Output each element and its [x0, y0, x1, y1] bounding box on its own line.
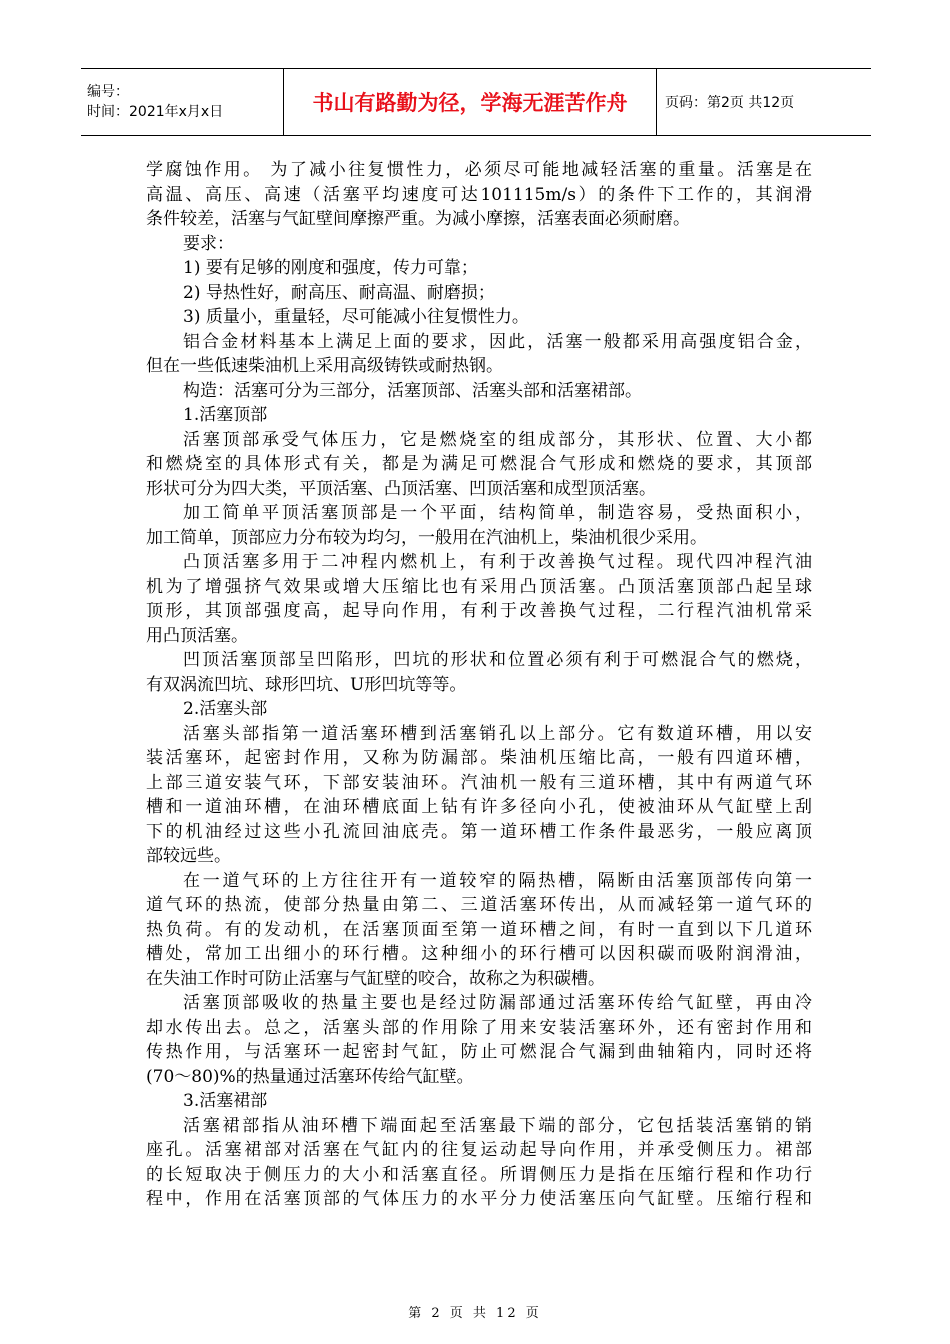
body-text-line: 1.活塞顶部 [183, 405, 268, 425]
page-header [81, 68, 871, 136]
body-text-line: (70～80)%的热量通过活塞环传给气缸壁。 [146, 1066, 474, 1087]
body-text-line: 条件较差，活塞与气缸壁间摩擦严重。为减小摩擦，活塞表面必须耐磨。 [146, 209, 690, 229]
body-text-line: 却水传出去。总之，活塞头部的作用除了用来安装活塞环外，还有密封作用和 [146, 1017, 812, 1038]
body-text-line: 用凸顶活塞。 [146, 625, 248, 646]
header-motto-cell [284, 69, 657, 135]
header-page-cell [657, 69, 871, 135]
body-text-line: 凸顶活塞多用于二冲程内燃机上，有利于改善换气过程。现代四冲程汽油 [183, 552, 812, 572]
body-text-line: 热负荷。有的发动机，在活塞顶面至第一道环槽之间，有时一直到以下几道环 [146, 919, 812, 940]
body-text-line: 在一道气环的上方往往开有一道较窄的隔热槽，隔断由活塞顶部传向第一 [183, 870, 812, 891]
body-text-line: 2) 导热性好，耐高压、耐高温、耐磨损； [183, 282, 495, 303]
body-text-line: 铝合金材料基本上满足上面的要求，因此，活塞一般都采用高强度铝合金， [183, 331, 812, 352]
document-body [146, 158, 812, 1212]
document-time-label: 时间：2021年x月x日 [87, 104, 224, 120]
body-text-line: 道气环的热流，使部分热量由第二、三道活塞环传出，从而减轻第一道气环的 [146, 895, 812, 915]
body-text-line: 活塞顶部吸收的热量主要也是经过防漏部通过活塞环传给气缸壁，再由冷 [183, 993, 812, 1013]
body-text-line: 高温、高压、高速（活塞平均速度可达101115m/s）的条件下工作的，其润滑 [146, 184, 812, 205]
body-text-line: 在失油工作时可防止活塞与气缸壁的咬合，故称之为积碳槽。 [146, 968, 605, 989]
body-text-line: 顶形，其顶部强度高，起导向作用，有利于改善换气过程，二行程汽油机常采 [146, 601, 812, 621]
body-text-line: 但在一些低速柴油机上采用高级铸铁或耐热钢。 [146, 356, 503, 376]
motto-text: 书山有路勤为径，学海无涯苦作舟 [312, 91, 628, 115]
document-number-label: 编号： [87, 84, 129, 100]
body-text-line: 上部三道安装气环，下部安装油环。汽油机一般有三道环槽，其中有两道气环 [146, 772, 812, 793]
body-text-line: 加工简单平顶活塞顶部是一个平面，结构简单，制造容易，受热面积小， [183, 503, 812, 523]
body-text-line: 3) 质量小，重量轻，尽可能减小往复惯性力。 [183, 307, 529, 327]
body-text-line: 构造：活塞可分为三部分，活塞顶部、活塞头部和活塞裙部。 [183, 380, 642, 401]
body-text-line: 2.活塞头部 [183, 699, 268, 719]
body-text-line: 程中，作用在活塞顶部的气体压力的水平分力使活塞压向气缸壁。压缩行程和 [146, 1189, 812, 1209]
body-text-line: 形状可分为四大类，平顶活塞、凸顶活塞、凹顶活塞和成型顶活塞。 [146, 478, 656, 499]
body-text-line: 装活塞环，起密封作用，又称为防漏部。柴油机压缩比高，一般有四道环槽， [146, 748, 812, 768]
body-text-line: 要求： [183, 233, 234, 254]
body-text-line: 有双涡流凹坑、球形凹坑、U形凹坑等等。 [146, 674, 467, 695]
body-text-line: 机为了增强挤气效果或增大压缩比也有采用凸顶活塞。凸顶活塞顶部凸起呈球 [146, 576, 812, 597]
body-text-line: 的长短取决于侧压力的大小和活塞直径。所谓侧压力是指在压缩行程和作功行 [146, 1164, 812, 1185]
body-text-line: 活塞头部指第一道活塞环槽到活塞销孔以上部分。它有数道环槽，用以安 [183, 723, 812, 744]
body-text-line: 活塞裙部指从油环槽下端面起至活塞最下端的部分，它包括装活塞销的销 [183, 1115, 812, 1136]
header-info-cell [81, 69, 284, 135]
body-text-line: 凹顶活塞顶部呈凹陷形，凹坑的形状和位置必须有利于可燃混合气的燃烧， [183, 650, 812, 670]
body-text-line: 槽和一道油环槽，在油环槽底面上钻有许多径向小孔，使被油环从气缸壁上刮 [146, 797, 812, 817]
body-text-line: 1) 要有足够的刚度和强度，传力可靠； [183, 258, 478, 278]
page-info-label: 页码：第2页 共12页 [665, 95, 795, 111]
body-text-line: 活塞顶部承受气体压力，它是燃烧室的组成部分，其形状、位置、大小都 [183, 429, 812, 450]
body-text-line: 槽处，常加工出细小的环行槽。这种细小的环行槽可以因积碳而吸附润滑油， [146, 944, 812, 964]
body-text-line: 学腐蚀作用。 为了减小往复惯性力，必须尽可能地减轻活塞的重量。活塞是在 [146, 160, 812, 180]
body-text-line: 和燃烧室的具体形式有关，都是为满足可燃混合气形成和燃烧的要求，其顶部 [146, 454, 812, 474]
body-text-line: 座孔。活塞裙部对活塞在气缸内的往复运动起导向作用，并承受侧压力。裙部 [146, 1140, 812, 1160]
body-text-line: 下的机油经过这些小孔流回油底壳。第一道环槽工作条件最恶劣，一般应离顶 [146, 821, 812, 842]
body-text-line: 3.活塞裙部 [183, 1091, 268, 1111]
body-text-line: 传热作用，与活塞环一起密封气缸，防止可燃混合气漏到曲轴箱内，同时还将 [146, 1042, 812, 1062]
body-text-line: 部较远些。 [146, 846, 231, 866]
page-footer: 第 2 页 共 12 页 [408, 1306, 542, 1321]
body-text-line: 加工简单，顶部应力分布较为均匀，一般用在汽油机上，柴油机很少采用。 [146, 527, 707, 548]
